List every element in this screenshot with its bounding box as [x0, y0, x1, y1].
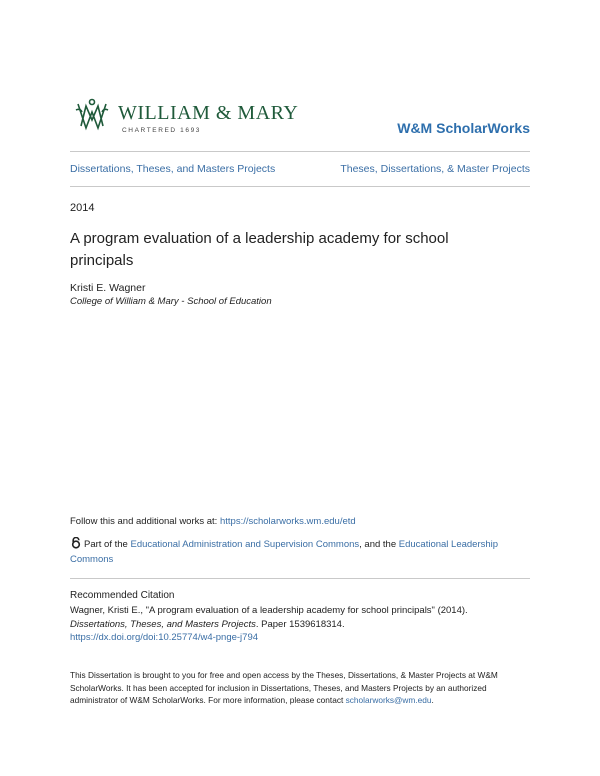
citation-series-line: [70, 618, 530, 632]
citation-paper: . Paper 1539618314.: [255, 618, 345, 630]
citation-body: [70, 604, 530, 645]
follow-label: Follow this and additional works at:: [70, 516, 220, 527]
collection-link-left[interactable]: Dissertations, Theses, and Masters Projects: [70, 163, 276, 175]
follow-line: [70, 516, 356, 527]
repository-name[interactable]: W&M ScholarWorks: [397, 120, 530, 136]
document-title: A program evaluation of a leadership academy for school principals: [70, 230, 449, 269]
publication-year: 2014: [70, 202, 95, 214]
commons-link-leadership[interactable]: Educational Leadership Commons: [70, 539, 499, 565]
collections-divider: [70, 186, 530, 187]
citation-series: Dissertations, Theses, and Masters Projects: [70, 618, 256, 630]
part-of-middle: , and the: [359, 539, 399, 550]
author-affiliation: College of William & Mary - School of Education: [70, 296, 272, 307]
logo-subtitle: CHARTERED 1693: [122, 127, 201, 134]
citation-heading: Recommended Citation: [70, 590, 175, 601]
header-divider: [70, 151, 530, 152]
logo-wordmark: WILLIAM & MARY: [118, 102, 299, 124]
citation-divider: [70, 578, 530, 579]
disclaimer-text: This Dissertation is brought to you for free and open access by the Theses, Dissertations, & Master Projects at W&M ScholarWorks. It has been accepted for inclusion in Dissertations, Theses, and Masters Projects by an authorized administrator of W&M ScholarWorks. For more information, please contact: [70, 670, 498, 705]
citation-doi-link[interactable]: https://dx.doi.org/doi:10.25774/w4-pnge-j794: [70, 632, 259, 643]
author-name: Kristi E. Wagner: [70, 282, 146, 294]
commons-link-admin[interactable]: Educational Administration and Supervision Commons: [130, 539, 360, 550]
cypher-logo-icon: [72, 96, 112, 136]
follow-url-link[interactable]: https://scholarworks.wm.edu/etd: [219, 516, 356, 527]
contact-email-link[interactable]: scholarworks@wm.edu: [345, 695, 432, 705]
disclaimer-end: .: [431, 695, 434, 705]
part-of-prefix: Part of the: [84, 539, 131, 550]
open-access-icon: [70, 537, 82, 549]
collection-link-right[interactable]: Theses, Dissertations, & Master Projects: [340, 163, 530, 175]
citation-line: Wagner, Kristi E., "A program evaluation of a leadership academy for school principals" (2014).: [70, 605, 468, 616]
part-of-line: [70, 537, 530, 567]
access-disclaimer: [70, 669, 530, 707]
